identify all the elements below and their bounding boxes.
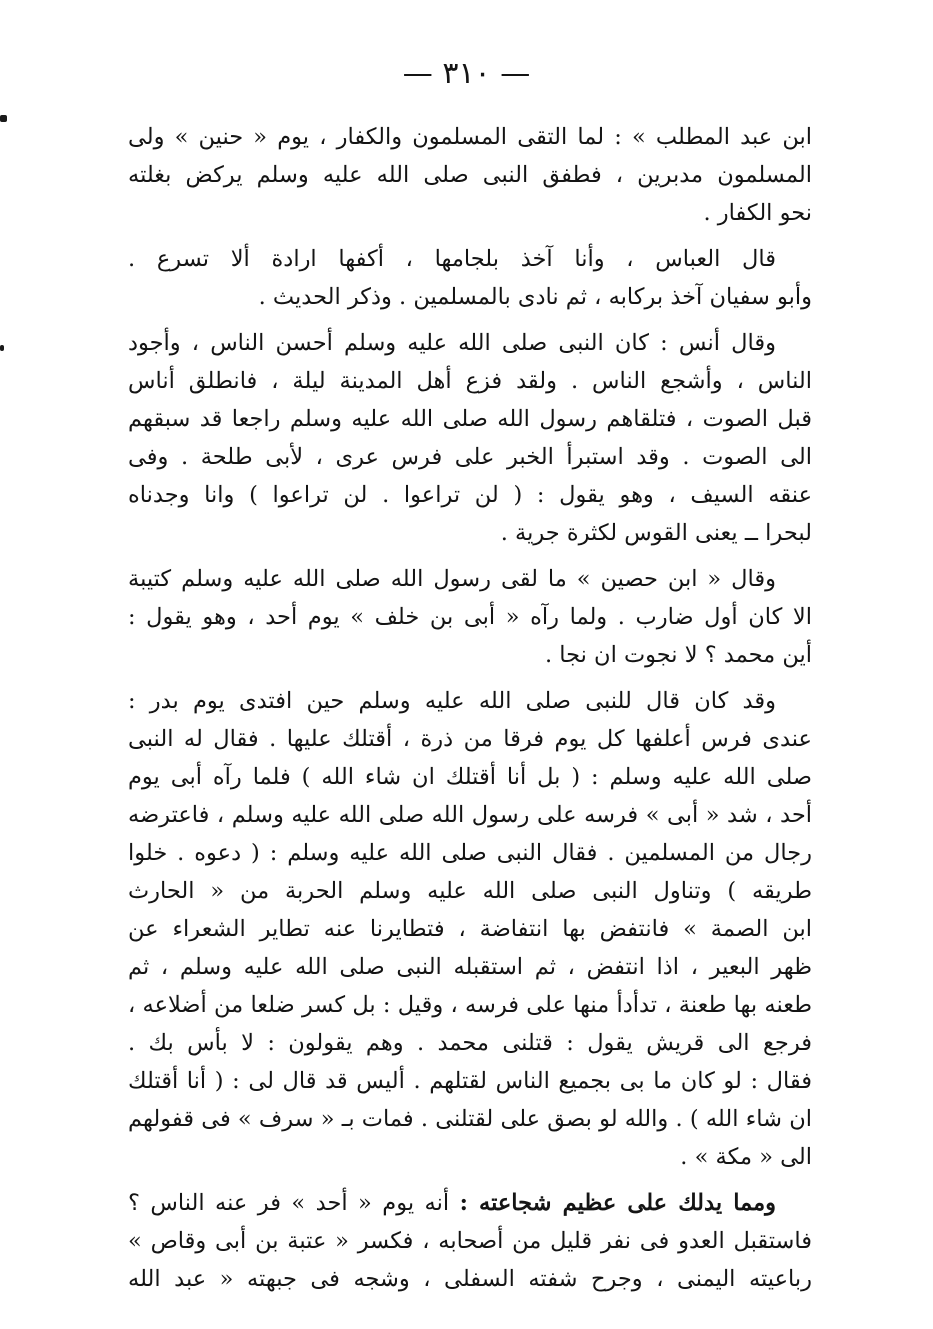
text-line: قال العباس ، وأنا آخذ بلجامها ، أكفها ارادة ألا تسرع . [128, 246, 776, 272]
margin-mark [0, 345, 4, 351]
text-line: ان شاء الله ) . والله لو بصق على لقتلنى . فمات بـ « سرف » فى قفولهم [128, 1106, 812, 1132]
text-line: أين محمد ؟ لا نجوت ان نجا . [544, 642, 812, 668]
text-line: طعنه بها طعنة ، تدأدأ منها على فرسه ، وقيل : بل كسر ضلعا من أضلاعه ، [128, 992, 812, 1018]
text-line: ابن الصمة » فانتفض بها انتفاضة ، فتطايرنا عنه تطاير الشعراء عن [128, 916, 812, 942]
text-line: الى « مكة » . [680, 1144, 812, 1170]
text-line: وقال « ابن حصين » ما لقى رسول الله صلى الله عليه وسلم كتيبة [128, 566, 776, 592]
text-line: ظهر البعير ، اذا انتفض ، ثم استقبله النبى صلى الله عليه وسلم ، ثم [128, 954, 812, 980]
paragraph [128, 118, 812, 232]
text-line: رباعيته اليمنى ، وجرح شفته السفلى ، وشجه فى جبهته « عبد الله [128, 1266, 812, 1292]
text-segment: أنه يوم « أحد » فر عنه الناس ؟ [128, 1190, 460, 1216]
paragraph [128, 324, 812, 552]
text-line: فرجع الى قريش يقول : قتلنى محمد . وهم يقولون : لا بأس بك . [128, 1030, 812, 1056]
text-line: وقال أنس : كان النبى صلى الله عليه وسلم أحسن الناس ، وأجود [128, 330, 776, 356]
text-line: نحو الكفار . [703, 200, 812, 226]
text-line: وأبو سفيان آخذ بركابه ، ثم نادى بالمسلمين . وذكر الحديث . [258, 284, 812, 310]
text-line: عندى فرس أعلفها كل يوم فرقا من ذرة ، أقتلك عليها . فقال له النبى [128, 726, 812, 752]
bold-lead-phrase: ومما يدلك على عظيم شجاعته : [459, 1190, 777, 1216]
text-line: لبحرا ــ يعنى القوس لكثرة جرية . [500, 520, 812, 546]
text-line: قبل الصوت ، فتلقاهم رسول الله صلى الله عليه وسلم راجعا قد سبقهم [128, 406, 812, 432]
page-number: — ٣١٠ — [402, 56, 531, 91]
text-line: وقد كان قال للنبى صلى الله عليه وسلم حين افتدى يوم بدر : [128, 688, 776, 714]
body-text [128, 118, 812, 1306]
paragraph [128, 1184, 812, 1298]
paragraph [128, 560, 812, 674]
margin-mark [0, 115, 7, 122]
text-line: ابن عبد المطلب » : لما التقى المسلمون والكفار ، يوم « حنين » ولى [128, 124, 812, 150]
text-line [128, 1184, 812, 1222]
text-line: الى الصوت . وقد استبرأ الخبر على فرس عرى ، لأبى طلحة . وفى [128, 444, 812, 470]
text-line: الناس ، وأشجع الناس . ولقد فزع أهل المدينة ليلة ، فانطلق أناس [128, 368, 812, 394]
text-line: فاستقبل العدو فى نفر قليل من أصحابه ، فكسر « عتبة بن أبى وقاص » [128, 1228, 812, 1254]
text-line: فقال : لو كان ما بى بجميع الناس لقتلهم . أليس قد قال لى : ( أنا أقتلك [128, 1068, 812, 1094]
text-line: أحد ، شد « أبى » فرسه على رسول الله صلى الله عليه وسلم ، فاعترضه [128, 802, 812, 828]
paragraph [128, 682, 812, 1176]
text-line: صلى الله عليه وسلم : ( بل أنا أقتلك ان شاء الله ) فلما رآه أبى يوم [128, 764, 812, 790]
text-line: رجال من المسلمين . فقال النبى صلى الله عليه وسلم : ( دعوه . خلوا [128, 840, 812, 866]
text-line: طريقه ) وتناول النبى صلى الله عليه وسلم الحربة من « الحارث [128, 878, 812, 904]
text-line: عنقه السيف ، وهو يقول : ( لن تراعوا . لن تراعوا ) وانا وجدناه [128, 482, 812, 508]
text-line: الا كان أول ضارب . ولما رآه « أبى بن خلف » يوم أحد ، وهو يقول : [128, 604, 812, 630]
text-line: المسلمون مدبرين ، فطفق النبى صلى الله عليه وسلم يركض بغلته [128, 162, 812, 188]
paragraph [128, 240, 812, 316]
